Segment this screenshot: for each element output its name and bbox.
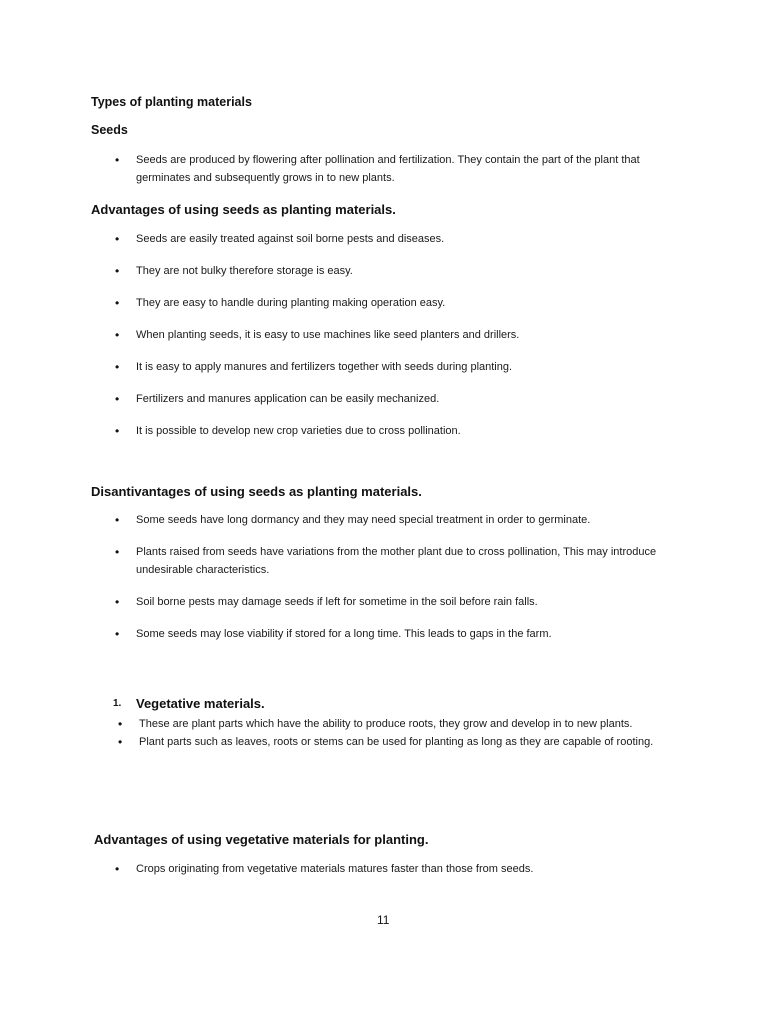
advantages-seeds-list: [136, 230, 681, 440]
section-heading-types: Types of planting materials: [91, 95, 252, 109]
list-item: • They are not bulky therefore storage is easy.: [136, 262, 681, 280]
advantages-vegetative-list: [136, 860, 681, 878]
list-item: • Plant parts such as leaves, roots or stems can be used for planting as long as they are capable of rooting.: [139, 733, 679, 751]
seeds-intro-list: [136, 151, 681, 187]
list-item: • Some seeds may lose viability if stored for a long time. This leads to gaps in the farm.: [136, 625, 681, 643]
page-number: 11: [377, 913, 390, 927]
vegetative-list: [139, 715, 679, 751]
list-number: 1.: [113, 698, 122, 709]
list-item: • These are plant parts which have the ability to produce roots, they grow and develop in to new plants.: [139, 715, 679, 733]
list-item: • It is possible to develop new crop varieties due to cross pollination.: [136, 422, 681, 440]
list-item: • Crops originating from vegetative materials matures faster than those from seeds.: [136, 860, 681, 878]
list-item: • They are easy to handle during planting making operation easy.: [136, 294, 681, 312]
heading-advantages-vegetative: Advantages of using vegetative materials for planting.: [94, 832, 429, 847]
heading-vegetative-materials: Vegetative materials.: [136, 696, 265, 711]
disadvantages-seeds-list: [136, 511, 681, 643]
list-item: • It is easy to apply manures and fertilizers together with seeds during planting.: [136, 358, 681, 376]
list-item: • Soil borne pests may damage seeds if left for sometime in the soil before rain falls.: [136, 593, 681, 611]
list-item: • Plants raised from seeds have variations from the mother plant due to cross pollination, This may introduce undesirable characteristics.: [136, 543, 681, 579]
list-item: • When planting seeds, it is easy to use machines like seed planters and drillers.: [136, 326, 681, 344]
list-item: • Seeds are produced by flowering after pollination and fertilization. They contain the part of the plant that germinates and subsequently grows in to new plants.: [136, 151, 681, 187]
list-item: • Fertilizers and manures application can be easily mechanized.: [136, 390, 681, 408]
list-item: • Some seeds have long dormancy and they may need special treatment in order to germinate.: [136, 511, 681, 529]
heading-advantages-seeds: Advantages of using seeds as planting materials.: [91, 202, 396, 217]
heading-disadvantages-seeds: Disantivantages of using seeds as planting materials.: [91, 484, 422, 499]
subheading-seeds: Seeds: [91, 123, 128, 137]
list-item: • Seeds are easily treated against soil borne pests and diseases.: [136, 230, 681, 248]
